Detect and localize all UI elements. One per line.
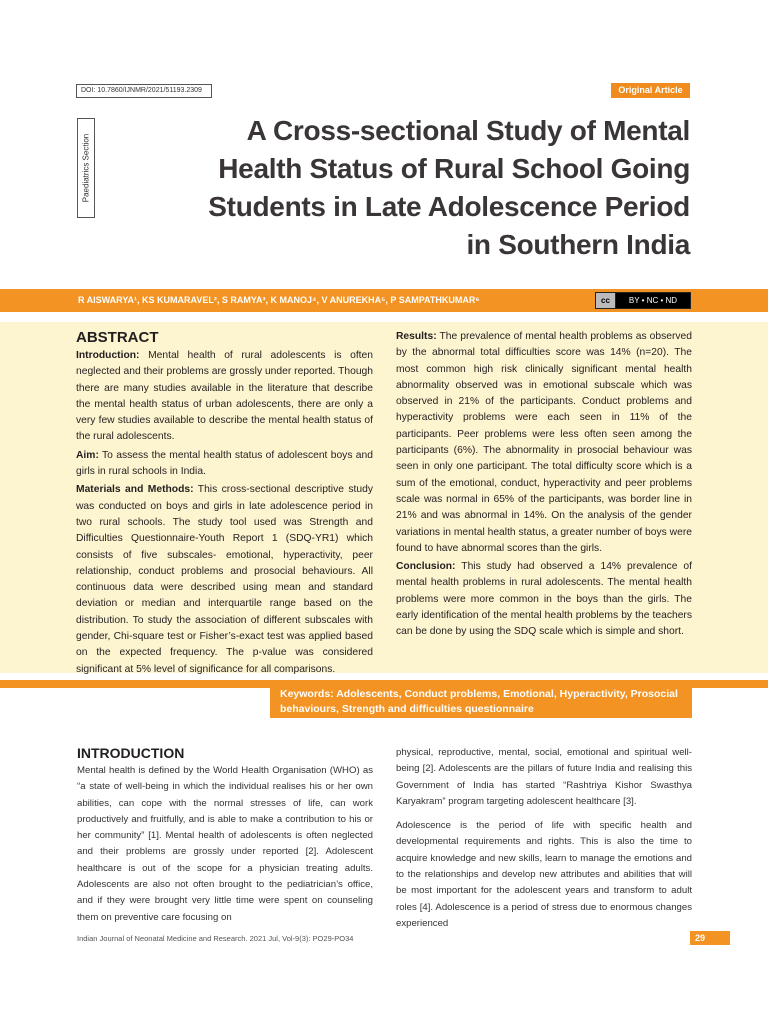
section-tab (77, 118, 95, 218)
abstract-methods (76, 482, 373, 678)
introduction-label: Introduction: (76, 350, 140, 361)
introduction-left-column (77, 763, 373, 926)
section-label: Paediatrics Section (81, 133, 91, 203)
abstract-results (396, 329, 692, 557)
cc-license-badge[interactable] (595, 292, 691, 309)
license-terms: BY • NC • ND (616, 293, 690, 308)
aim-text: To assess the mental health status of adolescent boys and girls in rural schools in India. (76, 449, 373, 478)
conclusion-label: Conclusion: (396, 561, 456, 573)
introduction-paragraph-2: physical, reproductive, mental, social, emotional and spiritual well-being [2]. Adolescents are the pillars of future India and realising this Government of India has started “Rashtriya Kishor Swasthya Karyakram” program targeting adolescent healthcare [3]. (396, 747, 692, 807)
introduction-right-column (396, 745, 692, 932)
doi-text: DOI: 10.7860/IJNMR/2021/51193.2309 (81, 87, 202, 94)
page-number: 29 (690, 931, 730, 945)
doi-box (76, 84, 212, 98)
conclusion-text: This study had observed a 14% prevalence of mental health problems in rural adolescents. The mental health problems were more common in the boys than the girls. The early identification of the mental health problems by the teachers can be done by using the SDQ scale which is simple and short. (396, 561, 692, 638)
results-text: The prevalence of mental health problems as observed by the abnormal total difficulties score was 14% (n=20). The most common high risk clinically significant mental health abnormality observed was in emotional subscale which was observed in 21% of the participants. Conduct problems and hyperactivity problems were each seen in 11% of the participants. Peer problems were less often seen among the participants (6%). The abnormality in prosocial behaviour was seen in only one participant. The total difficulty score which is a sum of the emotional, conduct, hyperactivity and peer problems scale was normal in 65% of the participants, was border line in 21% and was abnormal in 14%. On the analysis of the gender variations in mental health status, a greater number of boys were found to have abnormal scores than the girls. (396, 331, 692, 554)
methods-label: Materials and Methods: (76, 484, 194, 496)
journal-citation: Indian Journal of Neonatal Medicine and Research. 2021 Jul, Vol-9(3): PO29-PO34 (77, 934, 354, 943)
abstract-aim (76, 448, 373, 481)
aim-label: Aim: (76, 449, 99, 461)
introduction-paragraph-1: Mental health is defined by the World Health Organisation (WHO) as “a state of well-being in which the individual realises his or her own abilities, can cope with the normal stresses of life, can work productively and fruitfully, and is able to make a contribution to his or her community” [1]. Mental health of adolescents is often neglected and their problems are grossly under reported [2]. Adolescent healthcare is out of the scope for a physician treating adults. Adolescents are also not often brought to the pediatrician’s office, and if they were brought very little time were spent on counseling them on preventive care focusing on (77, 765, 373, 923)
abstract-conclusion (396, 559, 692, 640)
introduction-paragraph-3: Adolescence is the period of life with specific health and developmental requirements and rights. This is also the time to acquire knowledge and new skills, learn to manage the emotions and to the relationships and develop new attributes and abilities that will be most important for the adolescent years and transform to adult roles [4]. Adolescence is a period of stress due to enormous changes experienced (396, 820, 692, 929)
results-label: Results: (396, 331, 437, 342)
abstract-heading: ABSTRACT (76, 329, 159, 346)
abstract-left-column (76, 329, 373, 680)
article-type-badge: Original Article (611, 83, 690, 98)
methods-text: This cross-sectional descriptive study was conducted on boys and girls in late adolescence period in two rural schools. The study tool used was Strength and Difficulties Questionnaire-Youth Report 1 (SDQ-YR1) which consists of five subscales- emotional, hyperactivity, peer relationship, conduct problems and prosocial behaviours. All continuous data were described using mean and standard deviation or median and interquartile range based on the distribution. To study the association of different subscales with gender, Chi-square test or Fisher’s-exact test was applied based on the expected frequency. The p-value was considered significant at 5% level of significance for all comparisons. (76, 484, 373, 675)
abstract-section (0, 322, 768, 673)
author-list: R AISWARYA¹, KS KUMARAVEL², S RAMYA³, K MANOJ⁴, V ANUREKHA⁵, P SAMPATHKUMAR⁶ (78, 295, 480, 305)
abstract-introduction (76, 348, 373, 446)
introduction-text: Mental health of rural adolescents is often neglected and their problems are grossly under reported. Though there are many studies available in the literature that describe the mental health status of urban adolescents, there are only a very few studies available to describe the mental health status of the rural adolescents. (76, 350, 373, 443)
cc-icon: cc (596, 293, 616, 308)
keywords-box: Keywords: Adolescents, Conduct problems, Emotional, Hyperactivity, Prosocial behaviours, Strength and difficulties questionnaire (270, 684, 692, 718)
author-bar (0, 289, 768, 312)
introduction-heading: INTRODUCTION (77, 745, 185, 761)
abstract-right-column (396, 329, 692, 643)
article-title: A Cross-sectional Study of Mental Health Status of Rural School Going Students in Late Adolescence Period in Southern India (208, 115, 690, 260)
